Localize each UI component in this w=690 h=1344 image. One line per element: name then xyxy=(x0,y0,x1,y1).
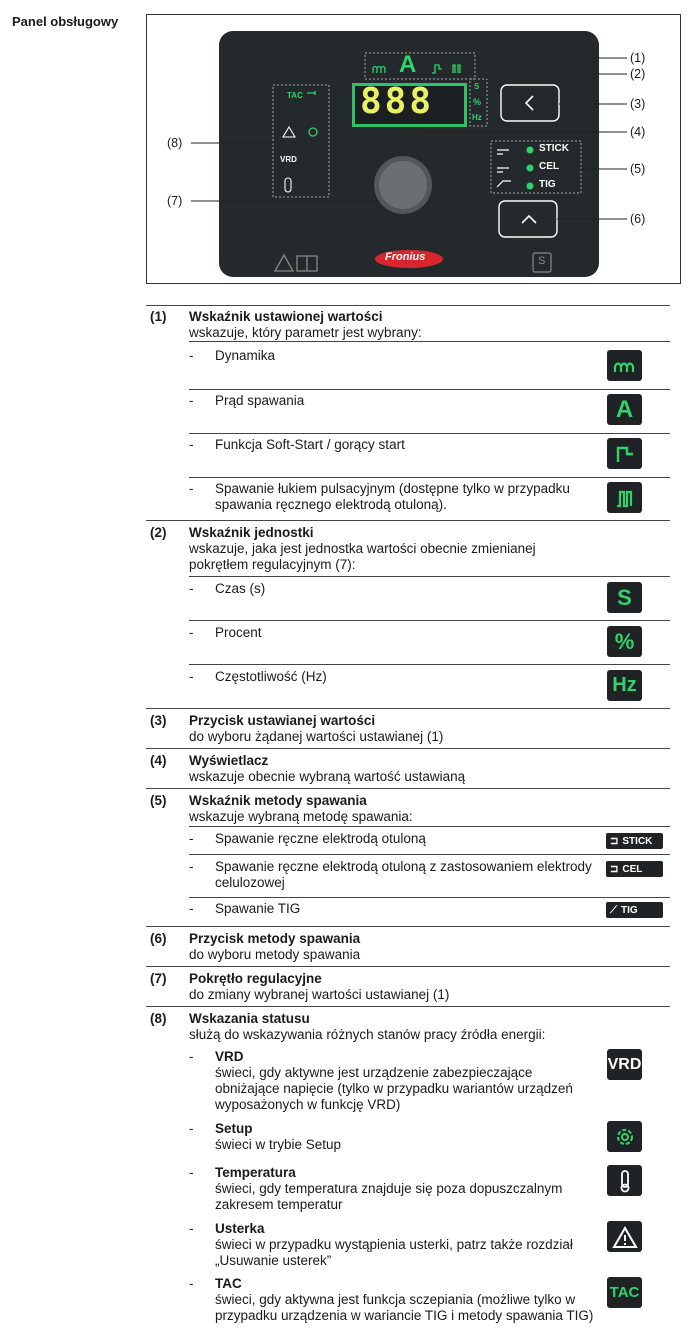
current-indicator-a: A xyxy=(399,51,417,78)
item-title: Wskazania statusu xyxy=(189,1011,310,1026)
control-panel-figure xyxy=(146,14,681,284)
sub-item-text: Funkcja Soft-Start / gorący start xyxy=(215,437,405,452)
item-desc: do zmiany wybranej wartości ustawianej (1) xyxy=(189,987,450,1002)
callout-4: (4) xyxy=(630,125,646,139)
callout-2: (2) xyxy=(630,67,646,81)
item-desc: wskazuje, jaka jest jednostka wartości obecnie zmienianej pokrętłem regulacyjnym (7): xyxy=(189,541,536,572)
item-desc: wskazuje obecnie wybraną wartość ustawianą xyxy=(189,769,466,784)
method-tig-label: TIG xyxy=(539,179,556,190)
item-desc: do wyboru żądanej wartości ustawianej (1) xyxy=(189,729,444,744)
sub-item-text: Spawanie TIG xyxy=(215,901,301,916)
sub-item-text: świeci, gdy aktywne jest urządzenie zabezpieczające obniżające napięcie (tylko w przypadku wariantów urządzeń wyposażonych w funkcję VRD) xyxy=(215,1065,573,1112)
bottom-s-icon: S xyxy=(538,255,546,267)
sub-item-text: Spawanie ręczne elektrodą otuloną xyxy=(215,831,426,846)
tac-icon: TAC xyxy=(607,1277,642,1308)
item-number: (2) xyxy=(150,525,167,540)
unit-hz: Hz xyxy=(472,113,482,122)
pulse-icon xyxy=(607,482,642,513)
method-cel-label: CEL xyxy=(539,161,559,172)
sub-item-text: Spawanie ręczne elektrodą otuloną z zastosowaniem elektrody celulozowej xyxy=(215,859,592,890)
item-number: (6) xyxy=(150,931,167,946)
item-desc: służą do wskazywania różnych stanów pracy źródła energii: xyxy=(189,1027,546,1042)
method-stick-label: STICK xyxy=(539,143,569,154)
hotstart-icon xyxy=(607,438,642,469)
unit-percent: % xyxy=(473,97,482,107)
item-number: (4) xyxy=(150,753,167,768)
sub-item-text: Procent xyxy=(215,625,262,640)
item-title: Przycisk metody spawania xyxy=(189,931,361,946)
callout-8: (8) xyxy=(167,136,183,150)
sub-item-text: Częstotliwość (Hz) xyxy=(215,669,327,684)
item-title: Wskaźnik metody spawania xyxy=(189,793,367,808)
hertz-icon: Hz xyxy=(607,670,642,701)
sub-item-text: Prąd spawania xyxy=(215,393,305,408)
callout-7: (7) xyxy=(167,194,183,208)
percent-icon: % xyxy=(607,626,642,657)
dynamics-icon xyxy=(607,350,642,381)
item-title: Wskaźnik jednostki xyxy=(189,525,314,540)
item-number: (3) xyxy=(150,713,167,728)
sub-item-title: VRD xyxy=(215,1049,244,1064)
current-icon: A xyxy=(607,394,642,425)
callout-1: (1) xyxy=(630,51,646,65)
gear-icon xyxy=(607,1121,642,1152)
section-title: Panel obsługowy xyxy=(12,14,119,29)
item-title: Wyświetlacz xyxy=(189,753,269,768)
sub-item-text: świeci, gdy aktywna jest funkcja sczepiania (możliwe tylko w przypadku urządzenia w wariancie TIG i metody spawania TIG) xyxy=(215,1292,594,1323)
callout-3: (3) xyxy=(630,97,646,111)
seconds-icon: S xyxy=(607,582,642,613)
sub-item-text: Czas (s) xyxy=(215,581,266,596)
item-desc: wskazuje wybraną metodę spawania: xyxy=(189,809,413,824)
tig-method-icon: ⟋ TIG xyxy=(606,902,663,918)
callout-6: (6) xyxy=(630,212,646,226)
unit-s: S xyxy=(474,82,480,91)
sub-item-text: świeci w trybie Setup xyxy=(215,1137,342,1152)
stick-method-icon: ⊐ STICK xyxy=(606,833,663,849)
display-value: 888 xyxy=(360,81,435,122)
warning-icon xyxy=(607,1221,642,1252)
sub-item-text: świeci, gdy temperatura znajduje się poza dopuszczalnym zakresem temperatur xyxy=(215,1181,563,1212)
sub-item-text: świeci w przypadku wystąpienia usterki, patrz także rozdział „Usuwanie usterek” xyxy=(215,1237,573,1268)
sub-item-title: TAC xyxy=(215,1276,242,1291)
sub-item-title: Usterka xyxy=(215,1221,265,1236)
vrd-icon: VRD xyxy=(607,1049,642,1080)
cel-method-icon: ⊐ CEL xyxy=(606,861,663,877)
vrd-label: VRD xyxy=(280,155,297,164)
item-number: (8) xyxy=(150,1011,167,1026)
item-title: Przycisk ustawianej wartości xyxy=(189,713,376,728)
item-title: Wskaźnik ustawionej wartości xyxy=(189,309,383,324)
item-desc: do wyboru metody spawania xyxy=(189,947,361,962)
item-title: Pokrętło regulacyjne xyxy=(189,971,322,986)
tac-label: TAC xyxy=(287,91,303,100)
item-desc: wskazuje, który parametr jest wybrany: xyxy=(189,325,422,340)
callout-5: (5) xyxy=(630,162,646,176)
sub-item-text: Dynamika xyxy=(215,348,276,363)
item-number: (7) xyxy=(150,971,167,986)
fronius-logo: Fronius xyxy=(385,251,426,263)
item-number: (5) xyxy=(150,793,167,808)
sub-item-title: Setup xyxy=(215,1121,253,1136)
thermometer-icon xyxy=(607,1165,642,1196)
sub-item-text: Spawanie łukiem pulsacyjnym (dostępne tylko w przypadku spawania ręcznego elektrodą otuloną). xyxy=(215,481,570,512)
item-number: (1) xyxy=(150,309,167,324)
sub-item-title: Temperatura xyxy=(215,1165,296,1180)
